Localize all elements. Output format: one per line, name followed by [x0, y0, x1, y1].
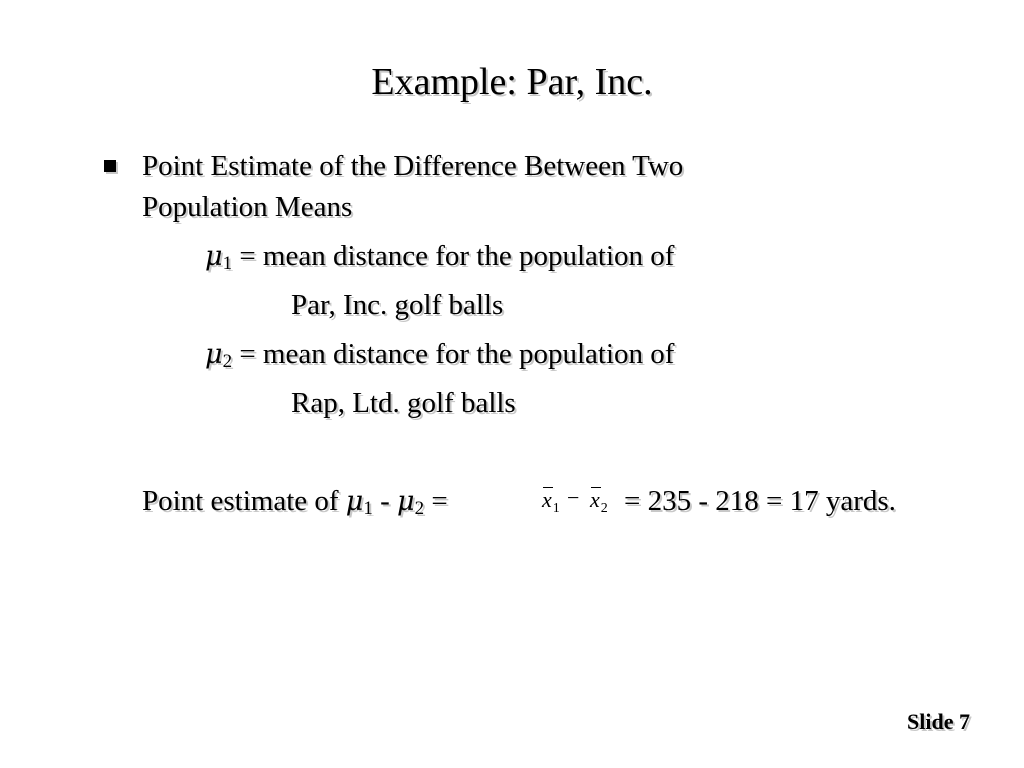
definition-mu1-continuation: Par, Inc. golf balls	[291, 289, 504, 321]
estimate-prefix: Point estimate of	[142, 485, 346, 517]
xbar-2: $x_2$	[590, 487, 608, 516]
definition-text: = mean distance for the population of	[232, 240, 675, 272]
bullet-square-icon	[104, 160, 116, 172]
mu-subscript: 2	[222, 351, 233, 372]
mu-symbol: μ	[345, 486, 364, 517]
sample-mean-difference-formula	[540, 485, 616, 521]
mu-subscript: 2	[414, 498, 425, 519]
estimate-result: = 235 - 218 = 17 yards.	[624, 485, 896, 517]
mu-symbol: μ	[205, 339, 223, 370]
slide-number: Slide 7	[907, 709, 970, 734]
mu-subscript: 1	[363, 498, 373, 519]
definition-mu2	[205, 336, 674, 373]
point-estimate-label	[142, 483, 448, 520]
definition-text: = mean distance for the population of	[232, 338, 675, 370]
mu-subscript: 1	[222, 253, 233, 274]
bullet-text-line-2: Population Means	[142, 191, 353, 223]
formula-minus: −	[567, 485, 580, 510]
equals-sign: =	[424, 485, 448, 517]
mu-symbol: μ	[205, 241, 223, 272]
slide-title: Example: Par, Inc.	[371, 61, 653, 103]
bullet-text-line-1: Point Estimate of the Difference Between Two	[142, 150, 684, 182]
minus-sign: -	[372, 485, 398, 517]
mu-symbol: μ	[397, 486, 415, 517]
definition-mu1	[205, 238, 674, 275]
definition-mu2-continuation: Rap, Ltd. golf balls	[291, 387, 516, 419]
xbar-1: $x_1$	[542, 487, 560, 516]
